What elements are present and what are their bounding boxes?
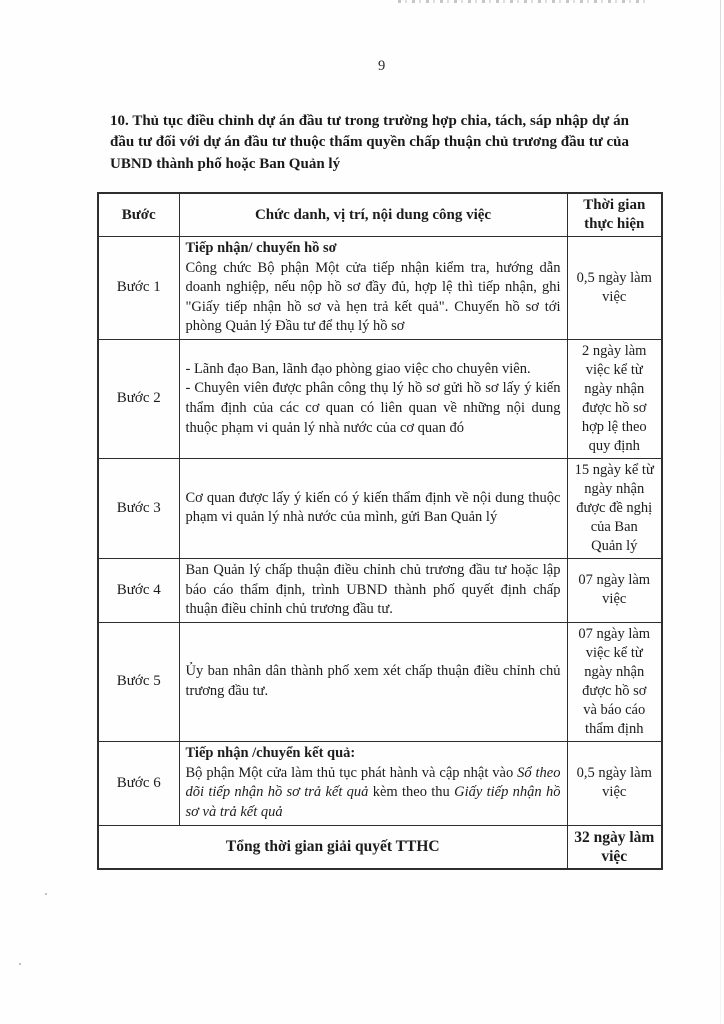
scan-edge-artifact: [720, 0, 721, 1024]
step-content: [179, 458, 567, 558]
step-content-title: Tiếp nhận/ chuyển hồ sơ: [185, 240, 337, 256]
scan-speck: [45, 893, 47, 895]
step-content: [179, 339, 567, 458]
step-content-title: Tiếp nhận /chuyển kết quả:: [185, 745, 356, 762]
column-header-content: Chức danh, vị trí, nội dung công việc: [179, 193, 567, 237]
step-time: 2 ngày làm việc kể từ ngày nhận được hồ sơ hợp lệ theo quy định: [567, 339, 662, 458]
step-content-body: Ban Quản lý chấp thuận điều chỉnh chủ trương đầu tư hoặc lập báo cáo thẩm định, trình UBND thành phố quyết định chấp thuận điều chỉnh chủ trương đầu tư.: [185, 561, 561, 618]
step-content-body: Công chức Bộ phận Một cửa tiếp nhận kiểm tra, hướng dẫn doanh nghiệp, nếu nộp hồ sơ đầy đủ, hợp lệ thì tiếp nhận, ghi "Giấy tiếp nhận hồ sơ và hẹn trả kết quả". Chuyển hồ sơ tới phòng Quản lý Đầu tư để thụ lý hồ sơ: [185, 259, 561, 335]
step-time: 07 ngày làm việc kể từ ngày nhận được hồ sơ và báo cáo thẩm định: [567, 622, 662, 741]
step-time: 15 ngày kể từ ngày nhận được đề nghị của Ban Quản lý: [567, 458, 662, 558]
step-label: Bước 4: [98, 558, 179, 622]
step-content: [179, 237, 567, 340]
step-label: Bước 3: [98, 458, 179, 558]
table-total-row: [98, 825, 662, 869]
column-header-step: Bước: [98, 193, 179, 237]
body-italic-text: Giấy tiếp nhận hồ sơ và trả kết quả: [185, 784, 561, 820]
step-content-body: Ủy ban nhân dân thành phố xem xét chấp thuận điều chỉnh chủ trương đầu tư.: [185, 663, 561, 699]
table-row-step-6: [98, 741, 662, 825]
body-text: Bộ phận Một cửa làm thủ tục phát hành và cập nhật vào: [185, 764, 518, 781]
step-content: [179, 558, 567, 622]
body-italic-text: Sổ theo dõi tiếp nhận hồ sơ trả kết quả: [185, 764, 561, 801]
step-content-line: - Lãnh đạo Ban, lãnh đạo phòng giao việc cho chuyên viên.: [185, 360, 531, 377]
procedure-table: [97, 192, 663, 870]
step-content: [179, 622, 567, 741]
scan-speck: [19, 963, 21, 965]
column-header-time: Thời gian thực hiện: [567, 193, 662, 237]
step-time: 0,5 ngày làm việc: [567, 237, 662, 340]
total-label: Tổng thời gian giải quyết TTHC: [98, 825, 567, 869]
table-row-step-5: [98, 622, 662, 741]
step-content-line: - Chuyên viên được phân công thụ lý hồ sơ gửi hồ sơ lấy ý kiến thẩm định của các cơ quan có liên quan về những nội dung thuộc phạm vi quản lý nhà nước của cơ quan đó: [185, 380, 561, 436]
body-text: kèm theo thu: [368, 784, 455, 801]
step-time: 0,5 ngày làm việc: [567, 741, 662, 825]
step-content: [179, 741, 567, 825]
step-label: Bước 2: [98, 339, 179, 458]
table-header-row: [98, 193, 662, 237]
section-heading: 10. Thủ tục điều chỉnh dự án đầu tư trong trường hợp chia, tách, sáp nhập dự án đầu tư đối với dự án đầu tư thuộc thẩm quyền chấp thuận chủ trương đầu tư của UBND thành phố hoặc Ban Quản lý: [110, 113, 629, 172]
step-label: Bước 5: [98, 622, 179, 741]
step-label: Bước 1: [98, 237, 179, 340]
page-number: 9: [378, 58, 386, 74]
total-time: 32 ngày làm việc: [567, 825, 662, 869]
table-row-step-3: [98, 458, 662, 558]
step-content-body: [186, 764, 561, 823]
step-content-body: Cơ quan được lấy ý kiến có ý kiến thẩm định về nội dung thuộc phạm vi quản lý nhà nước của mình, gửi Ban Quản lý: [185, 489, 561, 526]
table-row-step-2: [98, 339, 662, 458]
step-label: Bước 6: [98, 741, 179, 825]
scan-noise-artifact: [398, 0, 650, 3]
step-time: 07 ngày làm việc: [567, 558, 662, 622]
table-row-step-4: [98, 558, 662, 622]
table-row-step-1: [98, 237, 662, 340]
